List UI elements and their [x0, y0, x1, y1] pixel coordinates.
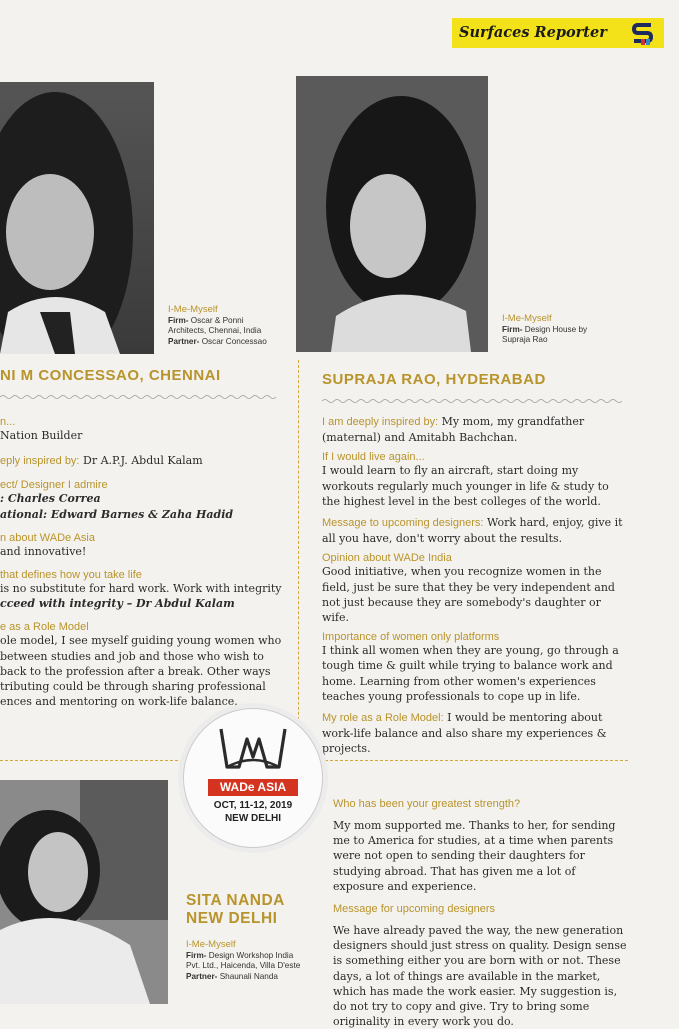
question: that defines how you take life	[0, 569, 142, 582]
caption-title: I-Me-Myself	[186, 939, 236, 950]
answer: My mom supported me. Thanks to her, for sending me to America for studies, at a time when parents were not open to sending their daughters for studying abroad. That has given me a lot of exposure and experience.	[333, 819, 616, 893]
event-badge	[183, 708, 323, 848]
caption-title: I-Me-Myself	[502, 313, 552, 324]
profile-name-bottom: SITA NANDA NEW DELHI	[186, 892, 285, 927]
question: Message to upcoming designers:	[322, 517, 484, 530]
answer: : Charles Correa	[0, 492, 101, 506]
answer: cceed with integrity – Dr Abdul Kalam	[0, 597, 235, 611]
question: Who has been your greatest strength?	[333, 798, 521, 810]
wavy-divider-right	[322, 397, 622, 405]
portrait-photo-left	[0, 82, 154, 354]
question: Message for upcoming designers	[333, 903, 496, 916]
answer: Dr A.P.J. Abdul Kalam	[83, 454, 203, 468]
answer: We have already paved the way, the new generation designers should just stress on quality. Design sense is something either you are born with or not. These days, a lot of things are available in the market, which has made the work easier. My suggestion is, do not try to copy and give. Try to bring some originality in every work you do.	[333, 924, 627, 1029]
answer: ences and mentoring on work-life balance.	[0, 695, 238, 709]
question: eply inspired by:	[0, 455, 80, 468]
portrait-photo-right	[296, 76, 488, 352]
profile-name-left: NI M CONCESSAO, CHENNAI	[0, 367, 221, 384]
answer: Nation Builder	[0, 429, 83, 442]
caption-left: I-Me-Myself Firm- Oscar & Ponni Architects, Chennai, India Partner- Oscar Concessao	[168, 305, 283, 347]
profile-name-right: SUPRAJA RAO, HYDERABAD	[322, 371, 546, 388]
wavy-divider-left	[0, 393, 280, 401]
magazine-title: Surfaces Reporter	[459, 24, 607, 41]
question: e as a Role Model	[0, 621, 89, 634]
qa-right	[322, 414, 627, 757]
portrait-photo-bottom	[0, 780, 168, 1004]
question: n about WADe Asia	[0, 531, 95, 544]
answer: Work hard, enjoy, give it all you have, don't worry about the results.	[322, 516, 623, 546]
question: Opinion about WADe India	[322, 552, 452, 565]
qa-left	[0, 416, 285, 709]
question: My role as a Role Model:	[322, 712, 444, 725]
answer: ational: Edward Barnes & Zaha Hadid	[0, 507, 234, 521]
answer: I would learn to fly an aircraft, start doing my workouts regularly much younger in life & study to the highest level in the best colleges of the world.	[322, 464, 609, 508]
question: ect/ Designer I admire	[0, 479, 108, 492]
answer: My mom, my grandfather (maternal) and Amitabh Bachchan.	[322, 415, 585, 445]
question: I am deeply inspired by:	[322, 416, 439, 428]
qa-bottom	[333, 798, 628, 1029]
caption-bottom: I-Me-Myself Firm- Design Workshop India Pvt. Ltd., Haicenda, Villa D'este Partner- Shaunali Nanda	[186, 940, 308, 982]
answer: and innovative!	[0, 544, 87, 558]
answer: I would be mentoring about work-life balance and also share my experiences & projects.	[322, 711, 607, 756]
badge-city: NEW DELHI	[224, 813, 282, 824]
question: Importance of women only platforms	[322, 631, 500, 644]
question: If I would live again...	[322, 451, 425, 464]
caption-right: I-Me-Myself Firm- Design House by Supraja Rao	[502, 314, 612, 346]
answer: ole model, I see myself guiding young women who	[0, 634, 282, 648]
logo-icon	[632, 21, 654, 45]
badge-dates: OCT, 11-12, 2019	[213, 800, 293, 811]
answer: back to the profession after a break. Other ways	[0, 664, 271, 678]
answer: tributing could be through sharing professional	[0, 680, 266, 694]
answer: between studies and job and those who wish to	[0, 649, 264, 663]
vertical-divider	[298, 360, 299, 755]
question: n...	[0, 416, 16, 428]
badge-brand: WADe ASIA	[208, 779, 298, 796]
caption-title: I-Me-Myself	[168, 304, 218, 315]
answer: I think all women when they are young, go through a tough time & guilt while trying to balance work and home. Learning from other women's experiences teaches young professionals to cope up in life.	[322, 644, 619, 703]
answer: is no substitute for hard work. Work with integrity	[0, 582, 282, 596]
answer: Good initiative, when you recognize women in the field, just be sure that they be very independent and not just because they are somebody's daughter or wife.	[322, 565, 615, 625]
wade-logo-icon	[213, 723, 293, 775]
magazine-header	[452, 18, 664, 48]
